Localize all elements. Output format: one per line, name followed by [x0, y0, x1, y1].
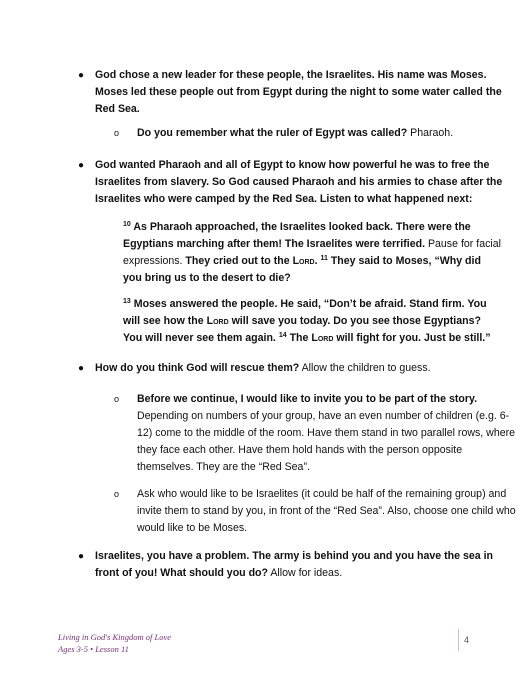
text-line: Before we continue, I would like to invite you to be part of the story.	[137, 393, 478, 405]
text-line: themselves. They are the “Red Sea”.	[137, 461, 310, 473]
text-line	[95, 565, 493, 582]
instruction-red-sea-setup	[137, 391, 515, 476]
instruction-text: Allow for ideas.	[268, 567, 343, 579]
paragraph-problem	[95, 548, 493, 582]
footer-lesson-info	[58, 632, 171, 655]
paragraph-pharaoh-chase	[95, 157, 502, 208]
text-line: invite them to stand by you, in front of the “Red Sea”. Also, choose one child who	[137, 505, 516, 517]
footer-subtitle: Ages 3-5 • Lesson 11	[58, 643, 129, 654]
paragraph-moses-leader	[95, 67, 502, 118]
verse-number: 13	[123, 298, 131, 305]
instruction-israelites-moses	[137, 486, 516, 537]
question-rescue	[95, 360, 431, 377]
scripture-block-verses-10-12	[123, 219, 501, 287]
sub-bullet-marker: o	[114, 394, 120, 404]
bullet-marker: ●	[78, 70, 85, 81]
text-line	[123, 296, 491, 313]
footer-title: Living in God's Kingdom of Love	[58, 632, 172, 642]
verse-text: They said to Moses, “Why did	[327, 255, 481, 267]
verse-number: 11	[320, 255, 328, 262]
text-line: they face each other. Have them hold hands with the person opposite	[137, 444, 463, 456]
text-line	[123, 253, 501, 270]
text-line: Depending on numbers of your group, have an even number of children (e.g. 6-	[137, 410, 510, 422]
question-text: front of you! What should you do?	[95, 567, 268, 579]
question-text: How do you think God will rescue them?	[95, 362, 300, 374]
text-line	[123, 219, 501, 236]
text-line: Israelites, you have a problem. The army is behind you and you have the sea in	[95, 550, 493, 562]
text-line	[123, 236, 501, 253]
verse-text: The	[286, 332, 312, 344]
text-line: Israelites who were camped by the Red Sea. Listen to what happened next:	[95, 193, 473, 205]
text-line	[123, 313, 491, 330]
verse-number: 14	[278, 332, 287, 339]
verse-text: Moses answered the people. He said, “Don’t be afraid. Stand firm. You	[130, 298, 487, 310]
verse-text: .	[314, 255, 321, 267]
text-line: Ask who would like to be Israelites (it could be half of the remaining group) and	[137, 488, 507, 500]
verse-text: will save you today. Do you see those Egyptians?	[228, 315, 481, 327]
verse-text: As Pharaoh approached, the Israelites looked back. There were the	[130, 221, 471, 233]
verse-text: Egyptians marching after them! The Israelites were terrified.	[123, 238, 426, 250]
text-line: God chose a new leader for these people, the Israelites. His name was Moses.	[95, 69, 487, 81]
footer-divider	[458, 629, 459, 651]
lord-text: Lord	[206, 315, 229, 327]
instruction-text: Allow the children to guess.	[299, 362, 431, 374]
text-line: Moses led these people out from Egypt during the night to some water called the	[95, 86, 502, 98]
lord-text: Lord	[292, 255, 315, 267]
text-line	[123, 330, 491, 347]
verse-number: 10	[123, 221, 131, 228]
bullet-marker: ●	[78, 551, 85, 562]
instruction-text: Pause for facial	[425, 238, 501, 250]
page-number: 4	[464, 635, 470, 645]
verse-text: will see how the	[123, 315, 207, 327]
text-line: Red Sea.	[95, 103, 140, 115]
text-line: would like to be Moses.	[137, 522, 248, 534]
scripture-block-verses-13-14	[123, 296, 491, 347]
sub-bullet-marker: o	[114, 489, 120, 499]
instruction-text: expressions.	[123, 255, 183, 267]
verse-text: will fight for you. Just be still.”	[333, 332, 491, 344]
verse-text: They cried out to the	[182, 255, 293, 267]
text-line: you bring us to the desert to die?	[123, 272, 291, 284]
answer-text: Pharaoh.	[407, 127, 454, 139]
text-line: 12) come to the middle of the room. Have them stand in two parallel rows, where	[137, 427, 516, 439]
bullet-marker: ●	[78, 363, 85, 374]
question-text: Do you remember what the ruler of Egypt was called?	[137, 127, 408, 139]
bullet-marker: ●	[78, 160, 85, 171]
text-line: God wanted Pharaoh and all of Egypt to know how powerful he was to free the	[95, 159, 490, 171]
lord-text: Lord	[311, 332, 334, 344]
question-ruler-of-egypt	[137, 125, 453, 142]
sub-bullet-marker: o	[114, 128, 120, 138]
text-line: Israelites from slavery. So God caused Pharaoh and his armies to chase after the	[95, 176, 503, 188]
verse-text: You will never see them again.	[123, 332, 279, 344]
